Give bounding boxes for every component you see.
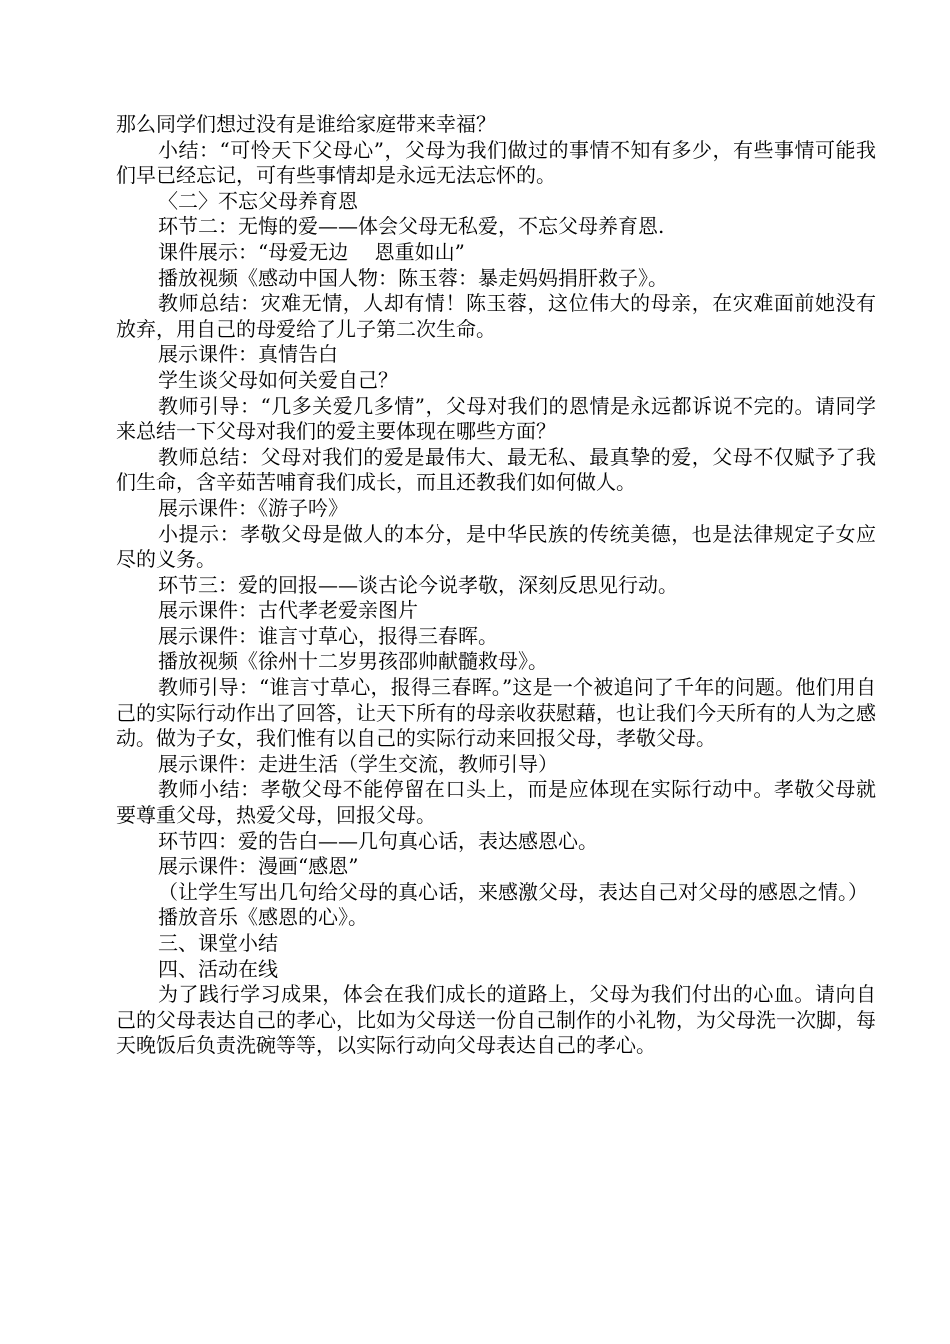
- document-paragraph: 教师引导：“谁言寸草心，报得三春晖。”这是一个被追问了千年的问题。他们用自己的实际行动作出了回答，让天下所有的母亲收获慰藉，也让我们今天所有的人为之感动。做为子女，我们惟有以自己的实际行动来回报父母，孝敬父母。: [116, 675, 876, 751]
- document-paragraph: 课件展示：“母爱无边 恩重如山”: [158, 239, 465, 264]
- document-paragraph: 展示课件：真情告白: [158, 342, 338, 367]
- document-paragraph: 学生谈父母如何关爱自己？: [158, 367, 398, 392]
- document-paragraph: 三、课堂小结: [158, 931, 278, 955]
- document-paragraph: 四、活动在线: [158, 956, 278, 981]
- document-paragraph: 展示课件：走进生活（学生交流，教师引导）: [158, 751, 558, 776]
- document-paragraph: 环节三：爱的回报——谈古论今说孝敬，深刻反思见行动。: [158, 572, 678, 597]
- document-paragraph: 小提示：孝敬父母是做人的本分，是中华民族的传统美德，也是法律规定子女应尽的义务。: [116, 521, 876, 572]
- document-paragraph: 展示课件：谁言寸草心，报得三春晖。: [158, 623, 498, 648]
- document-paragraph: 环节二：无悔的爱——体会父母无私爱，不忘父母养育恩.: [158, 214, 665, 239]
- document-paragraph: 小结：“可怜天下父母心”，父母为我们做过的事情不知有多少，有些事情可能我们早已经忘记，可有些事情却是永远无法忘怀的。: [116, 137, 876, 188]
- document-paragraph: 那么同学们想过没有是谁给家庭带来幸福？: [116, 112, 496, 136]
- document-paragraph: 〈二〉不忘父母养育恩: [158, 188, 358, 213]
- document-paragraph: 播放音乐《感恩的心》。: [158, 905, 368, 930]
- document-paragraph: 教师总结：灾难无情，人却有情！陈玉蓉，这位伟大的母亲，在灾难面前她没有放弃，用自己的母爱给了儿子第二次生命。: [116, 291, 876, 341]
- document-paragraph: 展示课件：古代孝老爱亲图片: [158, 598, 418, 623]
- document-paragraph: （让学生写出几句给父母的真心话，来感激父母，表达自己对父母的感恩之情。）: [158, 879, 868, 904]
- document-paragraph: 展示课件：漫画“感恩”: [158, 854, 359, 879]
- document-paragraph: 环节四：爱的告白——几句真心话，表达感恩心。: [158, 828, 598, 853]
- document-paragraph: 为了践行学习成果，体会在我们成长的道路上，父母为我们付出的心血。请向自己的父母表达自己的孝心，比如为父母送一份自己制作的小礼物，为父母洗一次脚，每天晚饭后负责洗碗等等，以实际行动向父母表达自己的孝心。: [116, 982, 876, 1058]
- document-paragraph: 教师引导：“几多关爱几多情”，父母对我们的恩情是永远都诉说不完的。请同学来总结一下父母对我们的爱主要体现在哪些方面？: [116, 393, 876, 444]
- document-paragraph: 展示课件：《游子吟》: [158, 495, 348, 520]
- document-paragraph: 教师总结：父母对我们的爱是最伟大、最无私、最真挚的爱，父母不仅赋予了我们生命，含辛茹苦哺育我们成长，而且还教我们如何做人。: [116, 444, 876, 495]
- document-paragraph: 播放视频《徐州十二岁男孩邵帅献髓救母》。: [158, 649, 548, 674]
- document-paragraph: 教师小结：孝敬父母不能停留在口头上，而是应体现在实际行动中。孝敬父母就要尊重父母，热爱父母，回报父母。: [116, 777, 876, 828]
- document-paragraph: 播放视频《感动中国人物：陈玉蓉：暴走妈妈捐肝救子》。: [158, 265, 668, 290]
- document-body: [116, 112, 876, 1059]
